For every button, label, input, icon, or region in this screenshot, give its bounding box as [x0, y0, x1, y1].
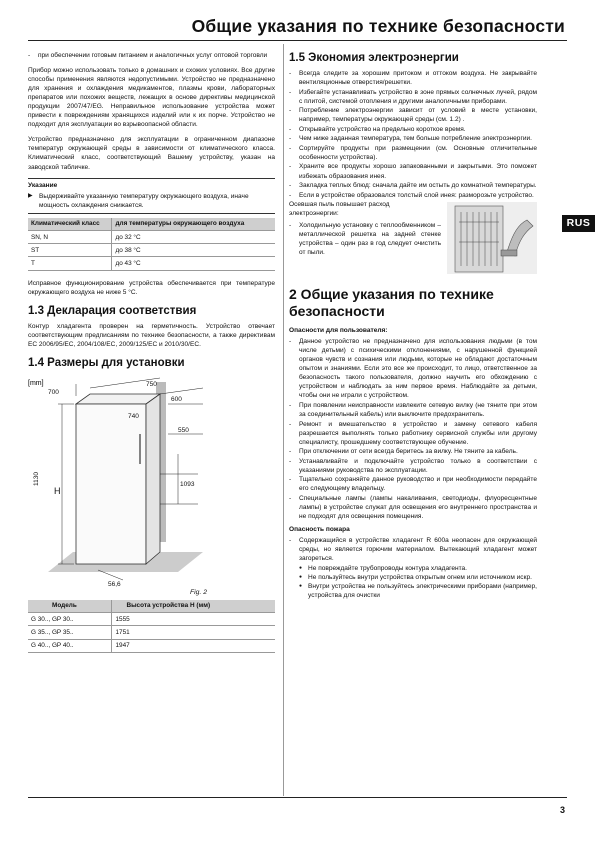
table-header-row [28, 600, 275, 613]
list-item: - Закладка теплых блюд: сначала дайте им остыть до комнатной температуры. [289, 181, 537, 190]
list-item: ● Не повреждайте трубопроводы контура хладагента. [299, 564, 537, 573]
page-title: Общие указания по технике безопасности [191, 16, 565, 36]
fire-sub-list [299, 564, 537, 600]
table-cell: 1751 [112, 626, 275, 639]
section-heading-1-4: 1.4 Размеры для установки [28, 356, 185, 369]
height-label: H [54, 485, 61, 496]
language-tab: RUS [562, 215, 595, 232]
fridge-side [146, 394, 160, 564]
list-item: - Если в устройстве образовался толстый слой инея: разморозьте устройство. [289, 191, 537, 200]
dust-list [289, 221, 537, 257]
page-number: 3 [559, 805, 565, 815]
table-header-row [28, 218, 275, 231]
list-item: - Открывайте устройство на предельно короткое время. [289, 125, 537, 134]
list-item: - Содержащийся в устройстве хладагент R 600a неопасен для окружающей среды, но является горючим материалом. Вытекающий хладагент может загореться. [289, 536, 537, 563]
dim-label: 550 [178, 426, 189, 434]
fridge-front [76, 404, 146, 564]
unit-label: [mm] [28, 379, 44, 387]
fridge-dimension-drawing [28, 374, 275, 588]
table-cell: G 40.., GP 40.. [28, 639, 112, 652]
table-cell: G 35.., GP 35.. [28, 626, 112, 639]
section-heading-1-5: 1.5 Экономия электроэнергии [289, 52, 459, 64]
table-row [28, 639, 275, 652]
table-cell: до 38 °C [112, 244, 275, 257]
list-item: - Ремонт и вмешательство в устройство и замену сетевого кабеля разрешается выполнять только работнику сервисной службы или другому специалисту, прошедшему соответствующее обучение. [289, 420, 537, 447]
list-item: - Холодильную установку с теплообменником – металлической решетка на задней стенке устройства – один раз в год следует очистить от пыли. [289, 221, 537, 257]
section-heading-2: 2 Общие указания по технике безопасности [289, 286, 494, 320]
models-table [28, 600, 275, 653]
table-header: Климатический класс [28, 218, 112, 231]
table-cell: до 32 °C [112, 230, 275, 243]
table-cell: 1947 [112, 639, 275, 652]
list-item: - Устанавливайте и подключайте устройство только в соответствии с указаниями руководства по эксплуатации. [289, 457, 537, 475]
table-cell: до 43 °C [112, 257, 275, 270]
list-item: - При появлении неисправности извлеките сетевую вилку (не тяните при этом за соединительный кабель) или выключите предохранитель. [289, 401, 537, 419]
list-item: - Тщательно сохраняйте данное руководство и при необходимости передайте его следующему владельцу. [289, 475, 537, 493]
left-column [28, 51, 275, 661]
fire-danger-label: Опасность пожара [289, 526, 350, 534]
intro-list [28, 51, 275, 60]
list-item: - при обеспечении готовым питанием и аналогичных услуг оптовой торговли [28, 51, 275, 60]
table-header: для температуры окружающего воздуха [112, 218, 275, 231]
section-heading-1-3: 1.3 Декларация соответствия [28, 304, 197, 317]
list-item: - Чем ниже заданная температура, тем больше потребление электроэнергии. [289, 134, 537, 143]
table-row [28, 230, 275, 243]
fire-safety-list [289, 536, 537, 563]
fridge-top [76, 394, 160, 404]
list-item: ● Внутри устройства не пользуйтесь электрическими приборами (например, устройства для очистки [299, 582, 537, 600]
header-rule [28, 40, 567, 41]
note-title: Указание [28, 181, 58, 189]
list-item: - Храните все продукты хорошо запакованными и закрытыми. Это поможет избежать образования инея. [289, 162, 537, 180]
list-item: - Данное устройство не предназначено для использования людьми (в том числе детьми) с психическими отклонениями, с нарушенной функцией органов чувств и сознания или людьми, которые не обладают достаточным опытом и знаниями. Если это все же происходит, то лицо, ответственное за безопасность такого пользователя, должно научить его обхождению с устройством и наблюдать за ним первое время. Наблюдайте за детьми, чтобы они не играли с устройством. [289, 337, 537, 400]
dim-label: 750 [146, 380, 157, 388]
users-danger-label: Опасности для пользователя: [289, 327, 388, 335]
dim-label: 600 [171, 395, 182, 403]
table-row [28, 626, 275, 639]
dim-label: 700 [48, 388, 59, 396]
table-row [28, 613, 275, 626]
installation-figure [28, 374, 275, 598]
footer-rule [28, 797, 567, 798]
list-item: - При отключении от сети всегда беритесь за вилку. Не тяните за кабель. [289, 447, 537, 456]
column-divider [283, 44, 284, 796]
note-box [28, 178, 275, 214]
list-item: ● Не пользуйтесь внутри устройства открытым огнем или источником искр. [299, 573, 537, 582]
table-row [28, 244, 275, 257]
user-safety-list [289, 337, 537, 521]
figure-caption: Fig. 2 [190, 588, 207, 596]
list-item: - Сортируйте продукты при размещении (см. Основные отличительные особенности устройства). [289, 144, 537, 162]
table-cell: SN, N [28, 230, 112, 243]
table-row [28, 257, 275, 270]
dust-text: Осевшая пыль повышает расход электроэнергии: [289, 201, 390, 218]
usage-paragraph: Прибор можно использовать только в домашних и схожих условиях. Все другие способы применения являются недопустимыми. Устройство не предназначено для хранения и охлаждения медикаментов, плазмы крови, лабораторных препаратов или похожих веществ, лежащих в основе директивы медицинской продукции 2007/47/EG. Неправильное использование устройства может привести к повреждениям хранящихся изделий или к их порче. Устройство не подходит для эксплуатации во взрывоопасной области. [28, 67, 275, 129]
list-item: - Избегайте устанавливать устройство в зоне прямых солнечных лучей, рядом с плитой, системой отопления и другими аналогичными приборами. [289, 88, 537, 106]
table-cell: T [28, 257, 112, 270]
right-column [289, 51, 537, 600]
table-cell: ST [28, 244, 112, 257]
temperature-paragraph: Исправное функционирование устройства обеспечивается при температуре окружающего воздуха не ниже 5 °C. [28, 279, 275, 296]
list-item: - Всегда следите за хорошим притоком и оттоком воздуха. Не закрывайте вентиляционные отверстия/решетки. [289, 69, 537, 87]
dim-label: 740 [128, 412, 139, 420]
table-header: Высота устройства H (мм) [112, 600, 275, 613]
table-cell: 1555 [112, 613, 275, 626]
note-text: ▶ Выдерживайте указанную температуру окружающего воздуха, иначе мощность охлаждения снижается. [28, 192, 275, 210]
declaration-paragraph: Контур хладагента проверен на герметичность. Устройство отвечает соответствующим предписаниям по технике безопасности, а также директивам EC 2006/95/EC, 2004/108/EC, 2009/125/EC и 2010/30/EC. [28, 322, 275, 348]
list-item: - Специальные лампы (лампы накаливания, светодиоды, флуоресцентные лампы) в устройстве служат для освещения его внутреннего пространства и не подходят для освещения помещения. [289, 494, 537, 521]
climate-table [28, 218, 275, 271]
climate-paragraph: Устройство предназначено для эксплуатации в ограниченном диапазоне температур окружающей среды в зависимости от климатического класса. Климатический класс, соответствующий Вашему устройству, указан на заводской табличке. [28, 136, 275, 171]
table-header: Модель [28, 600, 112, 613]
energy-list [289, 69, 537, 200]
dim-label: 1093 [180, 480, 195, 488]
dim-label: 56,6 [108, 580, 121, 588]
list-item: - Потребление электроэнергии зависит от условий в месте установки, например, температуры окружающей среды (см. 1.2) . [289, 106, 537, 124]
table-cell: G 30.., GP 30.. [28, 613, 112, 626]
dim-label: 1130 [33, 471, 40, 486]
